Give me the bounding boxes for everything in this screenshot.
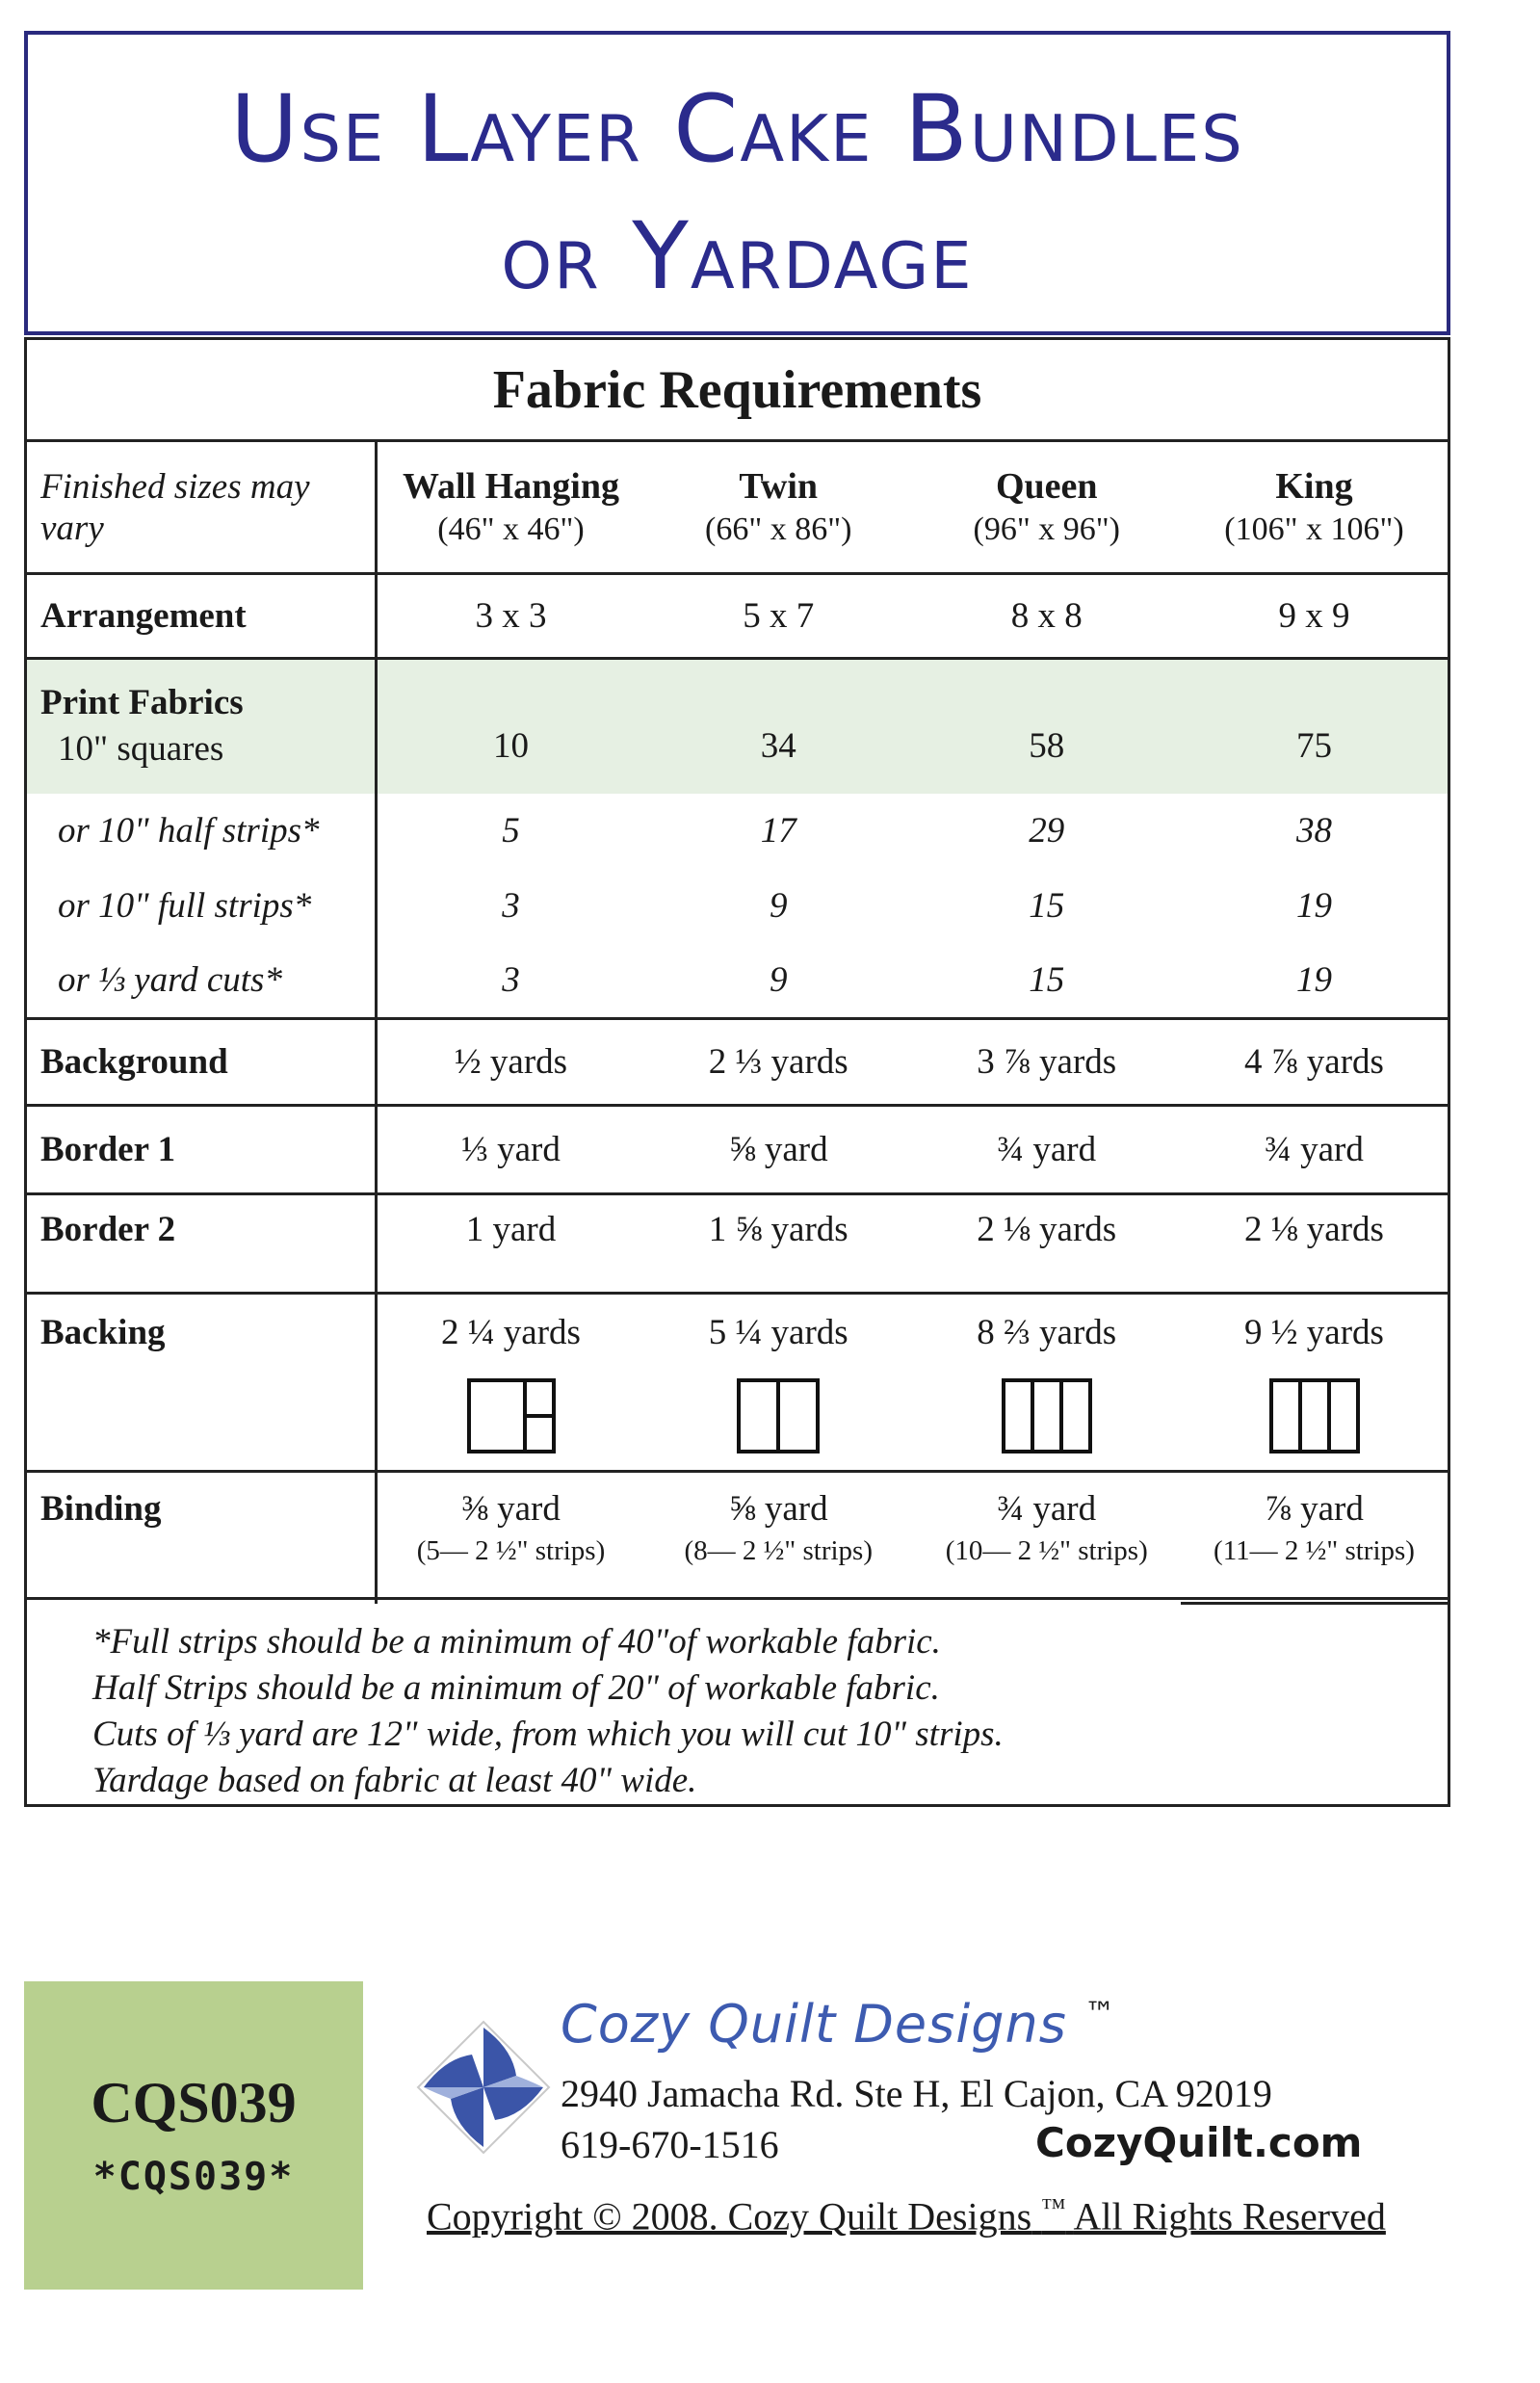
footnotes — [24, 1597, 1450, 1807]
table-cell: 29 — [1029, 811, 1065, 851]
row-third-yard-cuts — [26, 944, 1449, 1019]
table-cell: 5 x 7 — [644, 574, 913, 659]
binding-value: ⅝ yard — [728, 1489, 828, 1529]
size-dims: (106" x 106") — [1224, 511, 1404, 547]
table-cell: 17 — [760, 811, 796, 851]
table-cell: ½ yards — [377, 1019, 645, 1106]
table-cell: 3 — [502, 886, 520, 926]
table-cell: 1 yard — [377, 1194, 645, 1294]
row-label: Border 2 — [26, 1194, 377, 1294]
product-code: CQS039 — [91, 2071, 297, 2134]
size-name: King — [1275, 466, 1353, 508]
size-name: Queen — [995, 466, 1098, 508]
footnote-line: Cuts of ⅓ yard are 12" wide, from which you will cut 10" strips. — [92, 1715, 1004, 1754]
table-cell: 9 — [770, 960, 788, 1001]
row-binding — [26, 1472, 1449, 1604]
row-background — [26, 1019, 1449, 1106]
binding-cell — [1181, 1472, 1449, 1604]
table-cell: 9 — [770, 886, 788, 926]
size-dims: (46" x 46") — [437, 511, 585, 547]
product-code-box — [24, 1981, 363, 2290]
table-cell: 75 — [1181, 659, 1449, 794]
size-dims: (96" x 96") — [973, 511, 1120, 547]
footnote-line: *Full strips should be a minimum of 40"of workable fabric. — [92, 1622, 941, 1662]
row-label: or 10" full strips* — [26, 869, 377, 944]
backing-cell — [644, 1294, 913, 1472]
company-address: 2940 Jamacha Rd. Ste H, El Cajon, CA 92019 — [561, 2072, 1272, 2115]
pinwheel-logo-icon — [416, 2020, 551, 2155]
table-cell: 19 — [1181, 944, 1449, 1019]
title-box — [24, 31, 1450, 335]
row-label: Arrangement — [26, 574, 377, 659]
backing-value: 2 ¼ yards — [441, 1313, 581, 1352]
table-cell: 15 — [1029, 886, 1065, 926]
size-dims: (66" x 86") — [705, 511, 852, 547]
backing-layout-icon — [1269, 1378, 1360, 1453]
binding-value: ¾ yard — [997, 1489, 1097, 1529]
backing-cell — [1181, 1294, 1449, 1472]
backing-layout-icon — [467, 1378, 556, 1453]
binding-cell — [377, 1472, 645, 1604]
row-full-strips — [26, 869, 1449, 944]
backing-value: 9 ½ yards — [1244, 1313, 1384, 1352]
table-cell: 1 ⅝ yards — [644, 1194, 913, 1294]
fabric-requirements-table — [24, 337, 1450, 1605]
print-fabrics-sublabel: 10" squares — [58, 729, 224, 770]
row-label: Binding — [26, 1472, 377, 1604]
copyright-suffix: All Rights Reserved — [1073, 2194, 1386, 2239]
row-label: or ⅓ yard cuts* — [26, 944, 377, 1019]
footnote-line: Half Strips should be a minimum of 20" of workable fabric. — [92, 1668, 940, 1708]
size-name: Wall Hanging — [403, 466, 619, 508]
copyright — [427, 2193, 1386, 2239]
table-cell: 3 — [502, 960, 520, 1001]
print-fabrics-label: Print Fabrics — [40, 683, 244, 723]
trademark: ™ — [1084, 1995, 1117, 2031]
binding-value: ⅜ yard — [461, 1489, 561, 1529]
table-cell: 3 x 3 — [377, 574, 645, 659]
table-heading: Fabric Requirements — [26, 339, 1449, 441]
copyright-tm: ™ — [1041, 2193, 1066, 2221]
table-cell: ¾ yard — [1181, 1106, 1449, 1194]
copyright-text: Copyright © 2008. Cozy Quilt Designs — [427, 2194, 1032, 2239]
row-border-1 — [26, 1106, 1449, 1194]
table-cell: 3 ⅞ yards — [913, 1019, 1182, 1106]
title-line-1: Use Layer Cake Bundles — [230, 75, 1244, 183]
table-cell: 2 ⅓ yards — [644, 1019, 913, 1106]
binding-strips: (10— 2 ½" strips) — [945, 1535, 1148, 1566]
table-cell: 5 — [502, 811, 520, 851]
row-arrangement — [26, 574, 1449, 659]
backing-cell — [377, 1294, 645, 1472]
table-cell: ⅓ yard — [377, 1106, 645, 1194]
table-cell: 9 x 9 — [1181, 574, 1449, 659]
binding-cell — [913, 1472, 1182, 1604]
table-cell: 38 — [1181, 794, 1449, 869]
brand-name — [561, 1994, 1116, 2055]
row-border-2 — [26, 1194, 1449, 1294]
finished-sizes-note: Finished sizes may vary — [26, 441, 377, 574]
table-cell: 2 ⅛ yards — [913, 1194, 1182, 1294]
size-wall-hanging — [377, 441, 645, 574]
size-name: Twin — [739, 466, 819, 508]
footnote-line: Yardage based on fabric at least 40" wide. — [92, 1761, 697, 1800]
table-cell: 8 x 8 — [913, 574, 1182, 659]
table-cell: 4 ⅞ yards — [1181, 1019, 1449, 1106]
size-queen — [913, 441, 1182, 574]
product-barcode-text: *CQS039* — [92, 2155, 295, 2199]
row-label: Backing — [26, 1294, 377, 1472]
binding-cell — [644, 1472, 913, 1604]
backing-cell — [913, 1294, 1182, 1472]
row-backing — [26, 1294, 1449, 1472]
table-cell: 19 — [1181, 869, 1449, 944]
binding-strips: (5— 2 ½" strips) — [416, 1535, 606, 1566]
title-line-2: or Yardage — [501, 202, 974, 310]
backing-value: 8 ⅔ yards — [977, 1313, 1117, 1352]
backing-layout-icon — [737, 1378, 820, 1453]
backing-layout-icon — [1002, 1378, 1092, 1453]
binding-strips: (11— 2 ½" strips) — [1214, 1535, 1415, 1566]
backing-value: 5 ¼ yards — [708, 1313, 848, 1352]
row-label: Border 1 — [26, 1106, 377, 1194]
table-cell: 34 — [644, 659, 913, 794]
table-cell: 15 — [1029, 960, 1065, 1001]
row-label — [26, 659, 377, 794]
table-cell: 10 — [377, 659, 645, 794]
table-cell: ¾ yard — [913, 1106, 1182, 1194]
size-twin — [644, 441, 913, 574]
table-cell: 58 — [913, 659, 1182, 794]
company-website: CozyQuilt.com — [1035, 2119, 1363, 2166]
row-print-fabrics — [26, 659, 1449, 794]
row-label: Background — [26, 1019, 377, 1106]
company-phone: 619-670-1516 — [561, 2123, 779, 2166]
table-cell: ⅝ yard — [644, 1106, 913, 1194]
row-half-strips — [26, 794, 1449, 869]
binding-value: ⅞ yard — [1265, 1489, 1364, 1529]
table-cell: 2 ⅛ yards — [1181, 1194, 1449, 1294]
row-label: or 10" half strips* — [26, 794, 377, 869]
size-king — [1181, 441, 1449, 574]
binding-strips: (8— 2 ½" strips) — [684, 1535, 873, 1566]
brand-text: Cozy Quilt Designs — [561, 1994, 1067, 2055]
